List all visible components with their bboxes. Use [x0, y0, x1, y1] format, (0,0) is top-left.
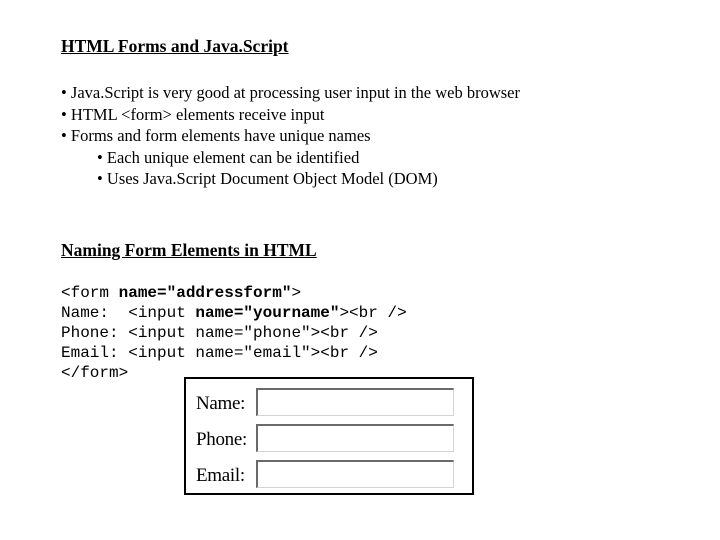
- section-title-forms-and-javascript: HTML Forms and Java.Script: [61, 36, 289, 56]
- phone-input[interactable]: [256, 424, 454, 452]
- name-input[interactable]: [256, 388, 454, 416]
- section-title-naming-form-elements: Naming Form Elements in HTML: [61, 240, 317, 260]
- code-block: [61, 283, 407, 383]
- code-text: Email: <input name="email"><br />: [61, 344, 378, 362]
- phone-label: Phone:: [196, 429, 247, 450]
- sub-bullet-item: • Each unique element can be identified: [97, 147, 360, 167]
- bullet-item: • Java.Script is very good at processing user input in the web browser: [61, 83, 520, 102]
- code-text-bold: name="yourname": [195, 304, 340, 322]
- bullet-item: • HTML <form> elements receive input: [61, 104, 325, 124]
- code-text-bold: name="addressform": [118, 284, 292, 302]
- name-label: Name:: [196, 393, 246, 414]
- sub-bullet-item: • Uses Java.Script Document Object Model (DOM): [97, 169, 438, 188]
- code-text: <form: [61, 284, 119, 302]
- bullet-item: • Forms and form elements have unique names: [61, 126, 371, 145]
- code-text: Phone: <input name="phone"><br />: [61, 324, 378, 342]
- code-text: ><br />: [339, 304, 407, 322]
- code-text: >: [291, 284, 302, 302]
- email-label: Email:: [196, 465, 245, 486]
- code-text: Name: <input: [61, 304, 196, 322]
- form-preview: [184, 377, 474, 495]
- code-text: </form>: [61, 364, 129, 382]
- email-input[interactable]: [256, 460, 454, 488]
- bullet-list: [61, 82, 520, 190]
